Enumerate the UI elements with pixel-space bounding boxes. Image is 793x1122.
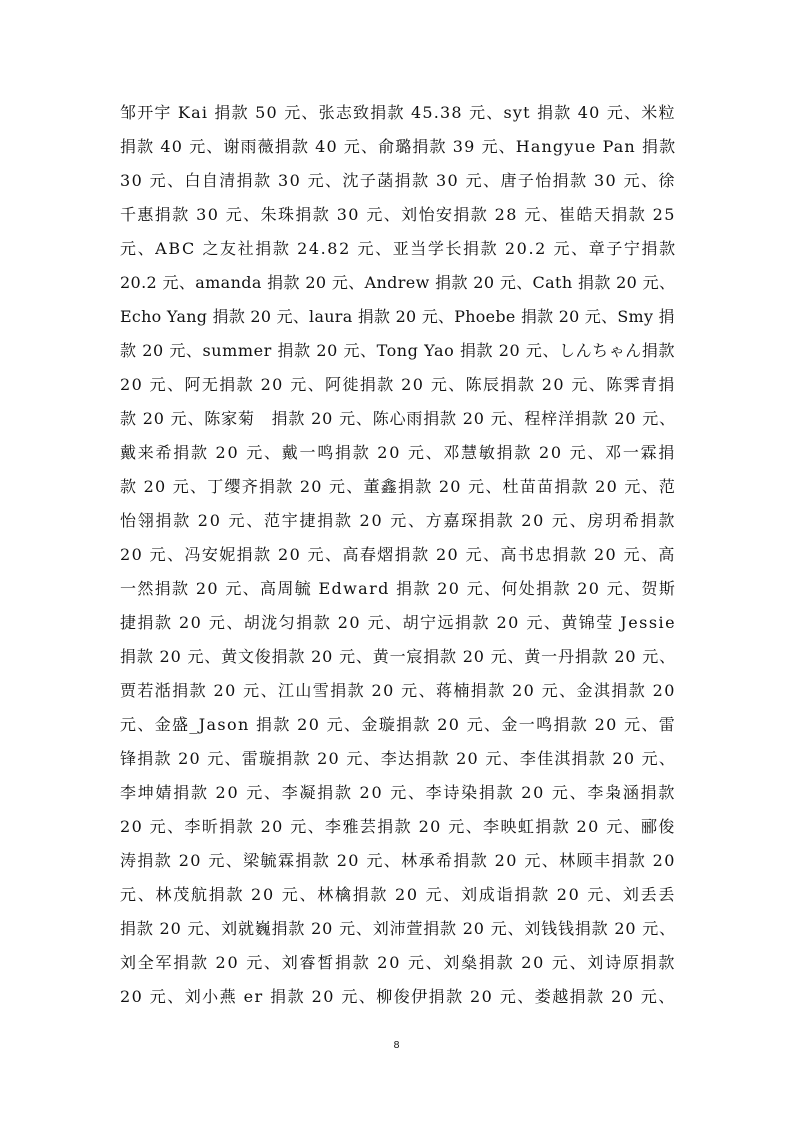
- text-line: 怡翎捐款 20 元、范宇捷捐款 20 元、方嘉琛捐款 20 元、房玥希捐款: [120, 511, 677, 530]
- text-line: 一然捐款 20 元、高周毓 Edward 捐款 20 元、何处捐款 20 元、贺斯: [120, 579, 677, 598]
- text-line: 刘全军捐款 20 元、刘睿皙捐款 20 元、刘燊捐款 20 元、刘诗原捐款: [120, 953, 677, 972]
- text-line: 捐款 20 元、刘就巍捐款 20 元、刘沛萱捐款 20 元、刘钱钱捐款 20 元、: [120, 919, 676, 938]
- text-line: 捷捐款 20 元、胡泷匀捐款 20 元、胡宁远捐款 20 元、黄锦莹 Jessie: [120, 613, 677, 632]
- text-line: 涛捐款 20 元、梁毓霖捐款 20 元、林承希捐款 20 元、林顾丰捐款 20: [120, 851, 676, 870]
- text-line: 款 20 元、summer 捐款 20 元、Tong Yao 捐款 20 元、しんちゃん捐款: [120, 341, 676, 360]
- text-line: 邹开宇 Kai 捐款 50 元、张志致捐款 45.38 元、syt 捐款 40 元、米粒: [120, 103, 676, 122]
- text-line: 捐款 40 元、谢雨薇捐款 40 元、俞璐捐款 39 元、Hangyue Pan 捐款: [120, 137, 677, 156]
- text-line: 捐款 20 元、黄文俊捐款 20 元、黄一宸捐款 20 元、黄一丹捐款 20 元、: [120, 647, 676, 666]
- text-line: 元、林茂航捐款 20 元、林檎捐款 20 元、刘成诣捐款 20 元、刘丢丢: [120, 885, 677, 904]
- text-line: 贾若湉捐款 20 元、江山雪捐款 20 元、蒋楠捐款 20 元、金淇捐款 20: [120, 681, 676, 700]
- text-line: 李坤婧捐款 20 元、李凝捐款 20 元、李诗染捐款 20 元、李枭涵捐款: [120, 783, 677, 802]
- page-number: 8: [393, 1040, 400, 1051]
- text-line: 20 元、李昕捐款 20 元、李雅芸捐款 20 元、李映虹捐款 20 元、郦俊: [120, 817, 676, 836]
- text-line: 元、ABC 之友社捐款 24.82 元、亚当学长捐款 20.2 元、章子宁捐款: [120, 239, 677, 258]
- text-line: 款 20 元、陈家菊 捐款 20 元、陈心雨捐款 20 元、程梓洋捐款 20 元、: [120, 409, 676, 428]
- text-line: 20 元、阿无捐款 20 元、阿徙捐款 20 元、陈辰捐款 20 元、陈霁青捐: [120, 375, 676, 394]
- text-line: 20 元、冯安妮捐款 20 元、高春熠捐款 20 元、高书忠捐款 20 元、高: [120, 545, 676, 564]
- text-line: 戴来希捐款 20 元、戴一鸣捐款 20 元、邓慧敏捐款 20 元、邓一霖捐: [120, 443, 677, 462]
- text-line: 20 元、刘小燕 er 捐款 20 元、柳俊伊捐款 20 元、娄越捐款 20 元、: [120, 987, 676, 1006]
- text-line: 30 元、白自清捐款 30 元、沈子菡捐款 30 元、唐子怡捐款 30 元、徐: [120, 171, 676, 190]
- text-line: 锋捐款 20 元、雷璇捐款 20 元、李达捐款 20 元、李佳淇捐款 20 元、: [120, 749, 677, 768]
- text-line: 20.2 元、amanda 捐款 20 元、Andrew 捐款 20 元、Cath 捐款 20 元、: [120, 273, 676, 292]
- text-line: 元、金盛_Jason 捐款 20 元、金璇捐款 20 元、金一鸣捐款 20 元、雷: [120, 715, 677, 734]
- text-line: 千惠捐款 30 元、朱珠捐款 30 元、刘怡安捐款 28 元、崔皓天捐款 25: [120, 205, 676, 224]
- text-line: Echo Yang 捐款 20 元、laura 捐款 20 元、Phoebe 捐款 20 元、Smy 捐: [120, 307, 675, 326]
- text-line: 款 20 元、丁缨齐捐款 20 元、董鑫捐款 20 元、杜苗苗捐款 20 元、范: [120, 477, 677, 496]
